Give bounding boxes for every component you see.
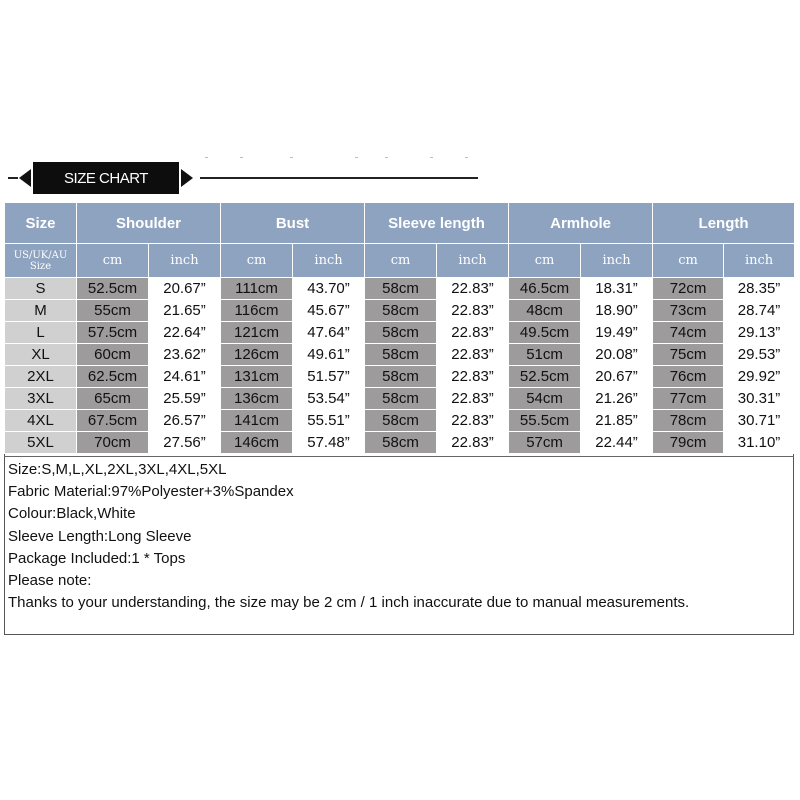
- inch-value-cell: 30.71”: [724, 410, 795, 432]
- inch-value-cell: 22.83”: [437, 366, 509, 388]
- banner-arrow-right-icon: [181, 169, 193, 187]
- cm-value-cell: 58cm: [365, 410, 437, 432]
- inch-value-cell: 29.53”: [724, 344, 795, 366]
- cm-value-cell: 72cm: [653, 278, 724, 300]
- size-table: [4, 202, 795, 454]
- table-notes-divider: [4, 456, 794, 457]
- cm-value-cell: 70cm: [77, 432, 149, 454]
- size-table-body: [5, 278, 795, 454]
- inch-value-cell: 22.64”: [149, 322, 221, 344]
- table-row: [5, 366, 795, 388]
- unit-header: inch: [581, 244, 653, 278]
- inch-value-cell: 22.83”: [437, 344, 509, 366]
- cm-value-cell: 57cm: [509, 432, 581, 454]
- inch-value-cell: 28.35”: [724, 278, 795, 300]
- unit-header: cm: [365, 244, 437, 278]
- size-label-cell: XL: [5, 344, 77, 366]
- header-size-region: US/UK/AU Size: [5, 244, 77, 278]
- cm-value-cell: 74cm: [653, 322, 724, 344]
- cm-value-cell: 57.5cm: [77, 322, 149, 344]
- cm-value-cell: 48cm: [509, 300, 581, 322]
- inch-value-cell: 47.64”: [293, 322, 365, 344]
- cm-value-cell: 58cm: [365, 344, 437, 366]
- unit-header: cm: [77, 244, 149, 278]
- inch-value-cell: 20.08”: [581, 344, 653, 366]
- unit-header: inch: [293, 244, 365, 278]
- table-row: [5, 322, 795, 344]
- inch-value-cell: 22.83”: [437, 388, 509, 410]
- table-row: [5, 278, 795, 300]
- size-label-cell: 5XL: [5, 432, 77, 454]
- inch-value-cell: 21.85”: [581, 410, 653, 432]
- cm-value-cell: 58cm: [365, 388, 437, 410]
- header-size: Size: [5, 203, 77, 244]
- table-row: [5, 432, 795, 454]
- cm-value-cell: 79cm: [653, 432, 724, 454]
- size-label-cell: 4XL: [5, 410, 77, 432]
- cm-value-cell: 55cm: [77, 300, 149, 322]
- cm-value-cell: 58cm: [365, 432, 437, 454]
- header-sleeve-length: Sleeve length: [365, 203, 509, 244]
- note-line: Sleeve Length:Long Sleeve: [8, 527, 192, 545]
- cm-value-cell: 52.5cm: [509, 366, 581, 388]
- cm-value-cell: 126cm: [221, 344, 293, 366]
- table-row: [5, 410, 795, 432]
- inch-value-cell: 19.49”: [581, 322, 653, 344]
- inch-value-cell: 25.59”: [149, 388, 221, 410]
- inch-value-cell: 29.92”: [724, 366, 795, 388]
- cm-value-cell: 51cm: [509, 344, 581, 366]
- group-header-row: [5, 203, 795, 244]
- note-line: Size:S,M,L,XL,2XL,3XL,4XL,5XL: [8, 461, 227, 478]
- cm-value-cell: 58cm: [365, 278, 437, 300]
- banner-title: SIZE CHART: [33, 162, 179, 194]
- inch-value-cell: 18.90”: [581, 300, 653, 322]
- inch-value-cell: 18.31”: [581, 278, 653, 300]
- size-label-cell: S: [5, 278, 77, 300]
- inch-value-cell: 20.67”: [581, 366, 653, 388]
- table-row: [5, 300, 795, 322]
- inch-value-cell: 22.83”: [437, 278, 509, 300]
- unit-header: inch: [724, 244, 795, 278]
- inch-value-cell: 27.56”: [149, 432, 221, 454]
- header-length: Length: [653, 203, 795, 244]
- inch-value-cell: 53.54”: [293, 388, 365, 410]
- cm-value-cell: 49.5cm: [509, 322, 581, 344]
- header-armhole: Armhole: [509, 203, 653, 244]
- inch-value-cell: 31.10”: [724, 432, 795, 454]
- cm-value-cell: 58cm: [365, 300, 437, 322]
- cm-value-cell: 65cm: [77, 388, 149, 410]
- cm-value-cell: 67.5cm: [77, 410, 149, 432]
- inch-value-cell: 23.62”: [149, 344, 221, 366]
- cm-value-cell: 58cm: [365, 366, 437, 388]
- unit-header: cm: [221, 244, 293, 278]
- cm-value-cell: 77cm: [653, 388, 724, 410]
- inch-value-cell: 28.74”: [724, 300, 795, 322]
- inch-value-cell: 51.57”: [293, 366, 365, 388]
- inch-value-cell: 22.83”: [437, 300, 509, 322]
- unit-header: cm: [509, 244, 581, 278]
- size-label-cell: 2XL: [5, 366, 77, 388]
- inch-value-cell: 22.44”: [581, 432, 653, 454]
- unit-header: inch: [437, 244, 509, 278]
- size-label-cell: L: [5, 322, 77, 344]
- cm-value-cell: 76cm: [653, 366, 724, 388]
- note-line: Thanks to your understanding, the size may be 2 cm / 1 inch inaccurate due to manual measurements.: [8, 594, 690, 612]
- inch-value-cell: 57.48”: [293, 432, 365, 454]
- inch-value-cell: 55.51”: [293, 410, 365, 432]
- cm-value-cell: 60cm: [77, 344, 149, 366]
- cm-value-cell: 75cm: [653, 344, 724, 366]
- product-notes: [8, 459, 689, 614]
- note-line: Fabric Material:97%Polyester+3%Spandex: [8, 483, 294, 501]
- inch-value-cell: 26.57”: [149, 410, 221, 432]
- cm-value-cell: 78cm: [653, 410, 724, 432]
- cm-value-cell: 136cm: [221, 388, 293, 410]
- inch-value-cell: 20.67”: [149, 278, 221, 300]
- cm-value-cell: 55.5cm: [509, 410, 581, 432]
- unit-header-row: [5, 244, 795, 278]
- inch-value-cell: 22.83”: [437, 432, 509, 454]
- cm-value-cell: 46.5cm: [509, 278, 581, 300]
- inch-value-cell: 24.61”: [149, 366, 221, 388]
- banner-divider-line: [200, 177, 478, 179]
- note-line: Package Included:1 * Tops: [8, 549, 186, 567]
- inch-value-cell: 22.83”: [437, 410, 509, 432]
- cm-value-cell: 54cm: [509, 388, 581, 410]
- table-row: [5, 344, 795, 366]
- size-chart-banner: [0, 150, 800, 200]
- cm-value-cell: 73cm: [653, 300, 724, 322]
- cm-value-cell: 58cm: [365, 322, 437, 344]
- inch-value-cell: 21.26”: [581, 388, 653, 410]
- note-line: Colour:Black,White: [8, 505, 136, 523]
- cm-value-cell: 121cm: [221, 322, 293, 344]
- cm-value-cell: 62.5cm: [77, 366, 149, 388]
- inch-value-cell: 43.70”: [293, 278, 365, 300]
- cm-value-cell: 52.5cm: [77, 278, 149, 300]
- cm-value-cell: 141cm: [221, 410, 293, 432]
- unit-header: cm: [653, 244, 724, 278]
- inch-value-cell: 30.31”: [724, 388, 795, 410]
- cm-value-cell: 116cm: [221, 300, 293, 322]
- inch-value-cell: 29.13”: [724, 322, 795, 344]
- inch-value-cell: 21.65”: [149, 300, 221, 322]
- size-label-cell: 3XL: [5, 388, 77, 410]
- banner-arrow-left-icon: [19, 169, 31, 187]
- unit-header: inch: [149, 244, 221, 278]
- size-label-cell: M: [5, 300, 77, 322]
- inch-value-cell: 49.61”: [293, 344, 365, 366]
- banner-dash-left: [8, 177, 18, 179]
- header-shoulder: Shoulder: [77, 203, 221, 244]
- cm-value-cell: 111cm: [221, 278, 293, 300]
- cm-value-cell: 131cm: [221, 366, 293, 388]
- header-bust: Bust: [221, 203, 365, 244]
- table-row: [5, 388, 795, 410]
- inch-value-cell: 22.83”: [437, 322, 509, 344]
- inch-value-cell: 45.67”: [293, 300, 365, 322]
- note-line: Please note:: [8, 572, 92, 590]
- cm-value-cell: 146cm: [221, 432, 293, 454]
